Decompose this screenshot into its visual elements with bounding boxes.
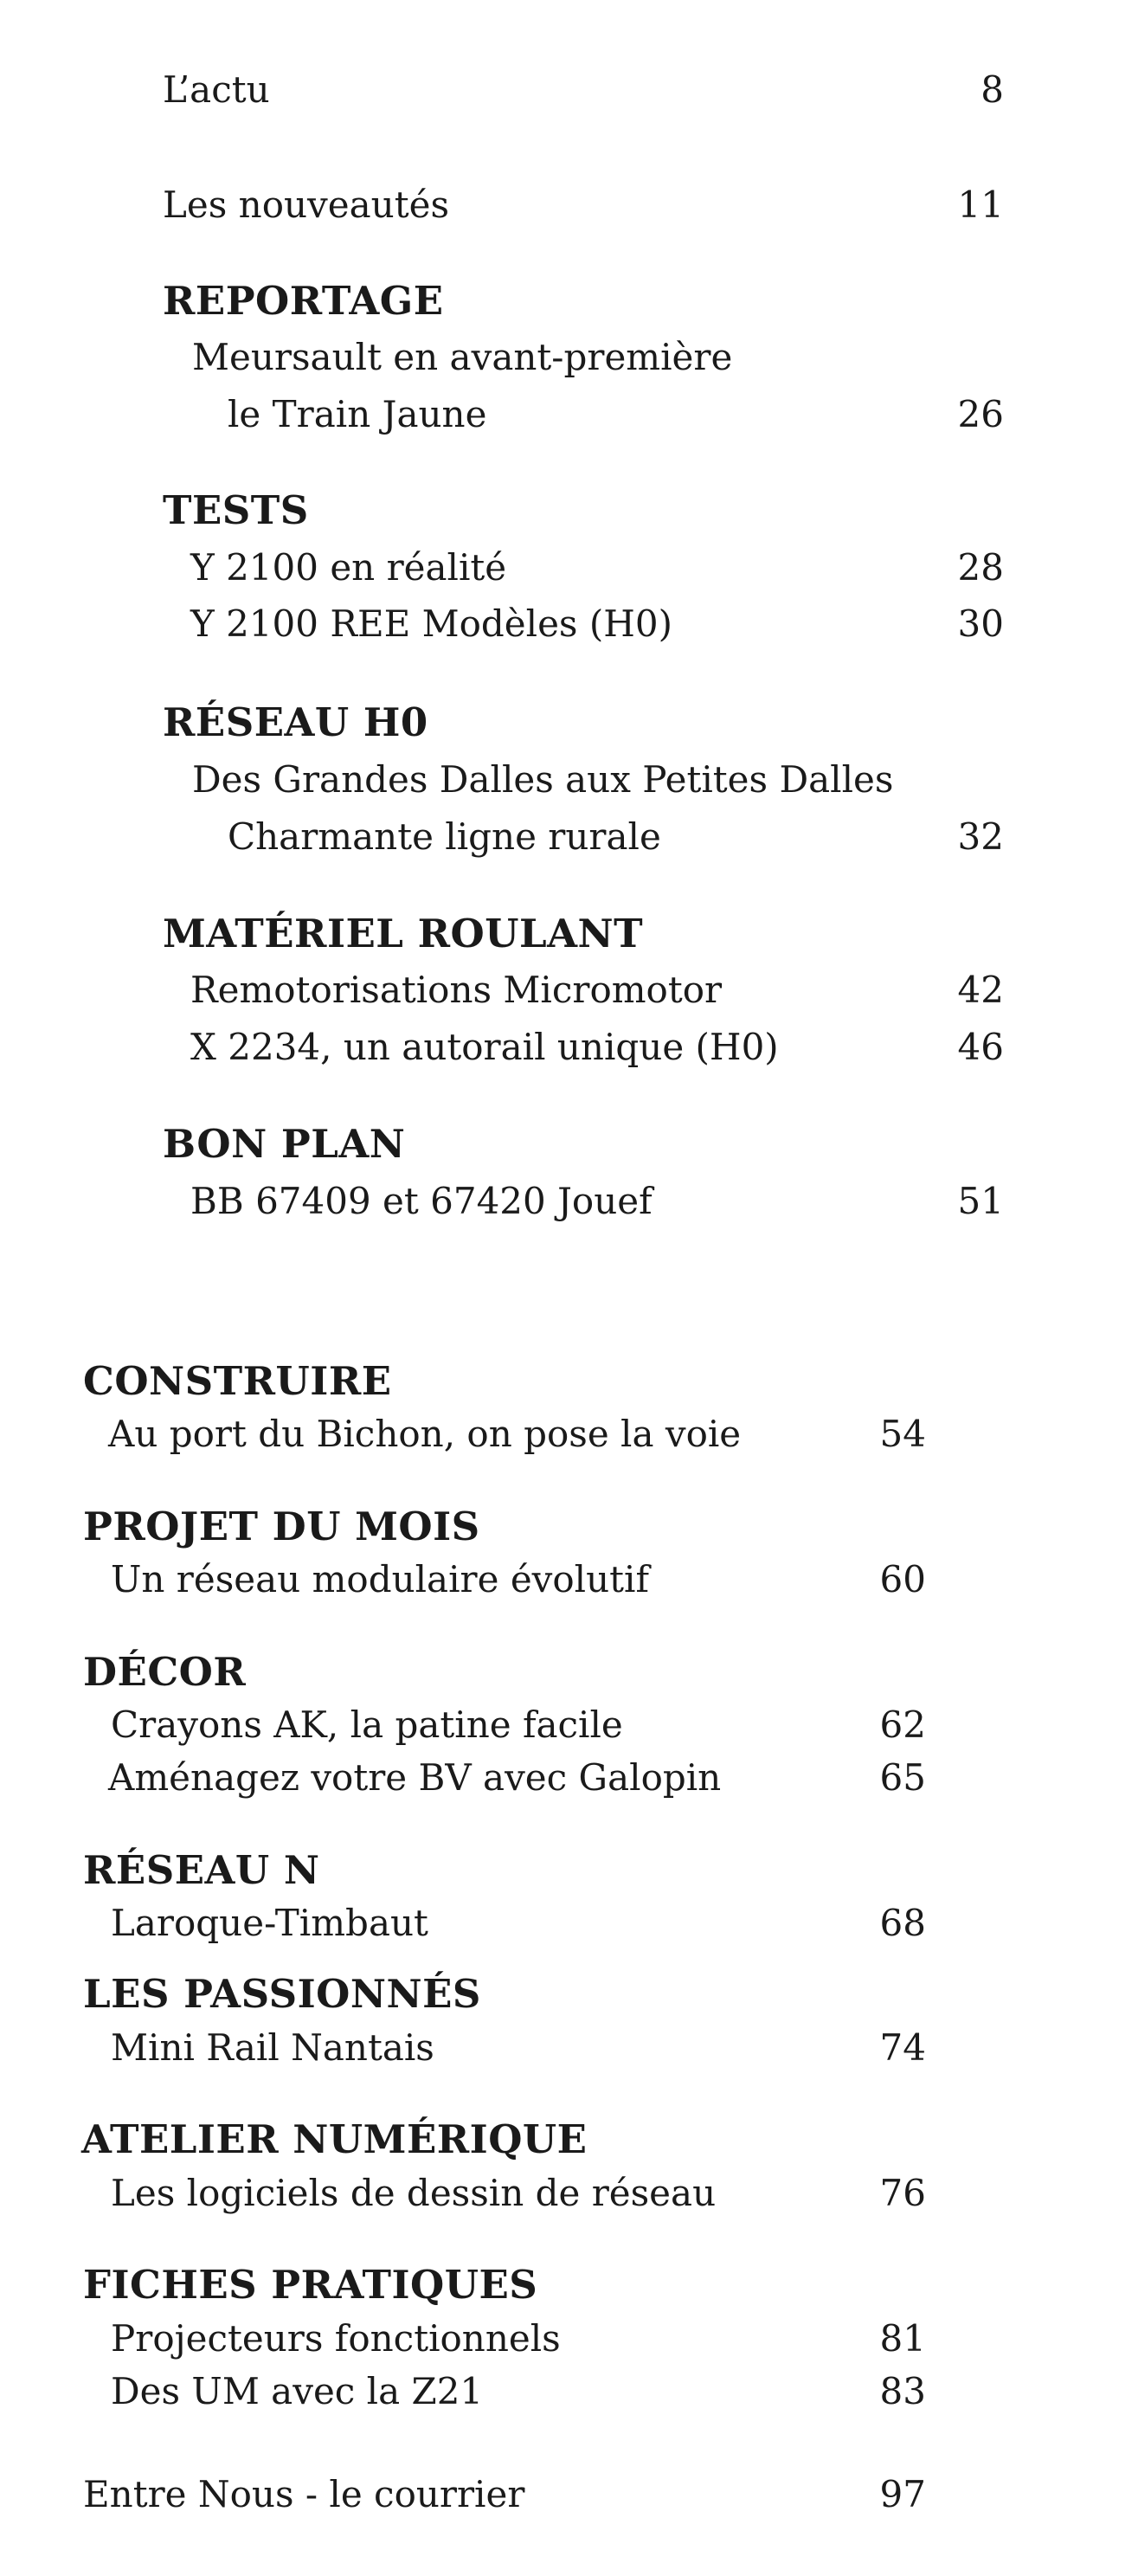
heading-text: RÉSEAU H0 — [163, 699, 428, 745]
toc-entry-nouveautes — [0, 179, 1138, 231]
entry-page: 30 — [957, 602, 1004, 645]
entry-title: L’actu — [163, 68, 270, 111]
toc-entry — [0, 2022, 1138, 2074]
section-heading-projet-du-mois — [0, 1501, 1138, 1553]
section-heading-reseau-h0 — [0, 697, 1138, 749]
toc-entry-reportage-line2 — [0, 389, 1138, 441]
entry-subtitle: Charmante ligne rurale — [228, 815, 661, 858]
toc-entry — [0, 2167, 1138, 2219]
entry-page: 74 — [879, 2026, 926, 2069]
toc-entry — [0, 1021, 1138, 1073]
entry-title: Au port du Bichon, on pose la voie — [108, 1413, 742, 1455]
entry-title: Crayons AK, la patine facile — [111, 1703, 623, 1746]
entry-page: 83 — [879, 2370, 926, 2412]
entry-page: 28 — [957, 546, 1004, 589]
toc-entry — [0, 2313, 1138, 2365]
toc-entry — [0, 542, 1138, 594]
entry-page: 26 — [957, 393, 1004, 435]
entry-page: 60 — [879, 1558, 926, 1600]
entry-page: 68 — [879, 1902, 926, 1944]
section-heading-bon-plan — [0, 1118, 1138, 1170]
entry-page: 65 — [879, 1756, 926, 1799]
toc-entry — [0, 1554, 1138, 1606]
toc-entry-reseau-h0-line1 — [0, 754, 1138, 806]
entry-title: Y 2100 REE Modèles (H0) — [190, 602, 672, 645]
entry-title: Les logiciels de dessin de réseau — [111, 2172, 717, 2214]
entry-page: 62 — [879, 1703, 926, 1746]
toc-entry — [0, 1175, 1138, 1227]
heading-text: MATÉRIEL ROULANT — [163, 911, 644, 956]
entry-title: Y 2100 en réalité — [190, 546, 507, 589]
section-heading-tests — [0, 485, 1138, 537]
toc-entry — [0, 1897, 1138, 1949]
entry-title: Entre Nous - le courrier — [83, 2473, 525, 2515]
section-heading-materiel-roulant — [0, 908, 1138, 960]
toc-entry — [0, 598, 1138, 650]
section-heading-les-passionnes — [0, 1968, 1138, 2020]
entry-title: Les nouveautés — [163, 184, 449, 226]
heading-text: CONSTRUIRE — [83, 1358, 392, 1404]
toc-entry-reportage-line1 — [0, 332, 1138, 383]
section-heading-decor — [0, 1646, 1138, 1698]
entry-page: 11 — [957, 184, 1004, 226]
toc-entry-actu — [0, 64, 1138, 116]
entry-title: Des Grandes Dalles aux Petites Dalles — [192, 758, 894, 801]
entry-title: Laroque-Timbaut — [111, 1902, 428, 1944]
entry-page: 97 — [879, 2473, 926, 2515]
heading-text: ATELIER NUMÉRIQUE — [81, 2116, 588, 2162]
entry-page: 76 — [879, 2172, 926, 2214]
section-heading-construire — [0, 1356, 1138, 1407]
toc-entry — [0, 2366, 1138, 2418]
entry-page: 32 — [957, 815, 1004, 858]
entry-title: Mini Rail Nantais — [111, 2026, 434, 2069]
heading-text: PROJET DU MOIS — [83, 1504, 480, 1549]
entry-page: 46 — [957, 1026, 1004, 1068]
heading-text: FICHES PRATIQUES — [83, 2262, 538, 2308]
toc-entry — [0, 1699, 1138, 1751]
toc-entry-courrier — [0, 2469, 1138, 2521]
section-heading-fiches-pratiques — [0, 2259, 1138, 2311]
section-heading-atelier-numerique — [0, 2114, 1138, 2166]
entry-page: 54 — [879, 1413, 926, 1455]
toc-entry — [0, 964, 1138, 1016]
section-heading-reportage — [0, 275, 1138, 327]
entry-title: X 2234, un autorail unique (H0) — [190, 1026, 779, 1068]
entry-title: Des UM avec la Z21 — [111, 2370, 484, 2412]
entry-page: 81 — [879, 2317, 926, 2360]
heading-text: BON PLAN — [163, 1121, 406, 1167]
entry-title: BB 67409 et 67420 Jouef — [190, 1180, 653, 1222]
toc-entry-reseau-h0-line2 — [0, 811, 1138, 863]
toc-entry — [0, 1408, 1138, 1460]
entry-page: 8 — [980, 68, 1004, 111]
heading-text: RÉSEAU N — [83, 1847, 320, 1893]
heading-text: REPORTAGE — [163, 278, 444, 324]
entry-title: Aménagez votre BV avec Galopin — [108, 1756, 722, 1799]
entry-subtitle: le Train Jaune — [228, 393, 487, 435]
entry-title: Remotorisations Micromotor — [190, 969, 723, 1011]
section-heading-reseau-n — [0, 1845, 1138, 1897]
toc-entry — [0, 1752, 1138, 1804]
heading-text: TESTS — [163, 487, 309, 533]
heading-text: LES PASSIONNÉS — [83, 1971, 481, 2017]
entry-title: Meursault en avant-première — [192, 336, 733, 378]
entry-page: 51 — [957, 1180, 1004, 1222]
entry-page: 42 — [957, 969, 1004, 1011]
entry-title: Un réseau modulaire évolutif — [111, 1558, 650, 1600]
heading-text: DÉCOR — [83, 1649, 247, 1695]
entry-title: Projecteurs fonctionnels — [111, 2317, 561, 2360]
